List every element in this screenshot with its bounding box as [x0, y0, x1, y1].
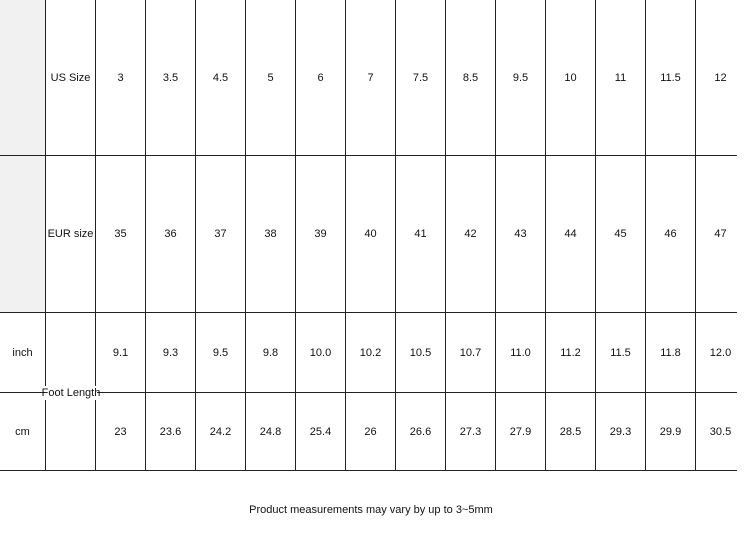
us-size-cell: 10	[564, 71, 577, 84]
cm-cell: 26	[364, 426, 377, 438]
us-size-cell: 5	[267, 71, 274, 84]
eur-size-cell: 46	[664, 228, 677, 240]
us-size-cell: 7.5	[412, 71, 429, 84]
us-size-cell: 8.5	[462, 71, 479, 84]
grid-vline	[195, 0, 196, 471]
grid-vline	[45, 0, 46, 471]
eur-size-cell: 35	[114, 228, 127, 240]
cm-cell: 24.2	[209, 426, 232, 438]
us-size-cell: 3	[117, 71, 124, 84]
eur-size-cell: 44	[564, 228, 577, 240]
cm-cell: 27.3	[459, 426, 482, 438]
us-size-cell: 6	[317, 71, 324, 84]
grid-hline	[0, 470, 737, 471]
row-corner-eur	[0, 156, 45, 312]
inch-cell: 10.7	[459, 346, 482, 359]
eur-size-cell: 37	[214, 228, 227, 240]
grid-vline	[645, 0, 646, 471]
grid-vline	[395, 0, 396, 471]
us-size-cell: 11	[614, 71, 627, 84]
grid-hline	[0, 155, 737, 156]
eur-size-cell: 45	[614, 228, 627, 240]
inch-cell: 10.2	[359, 346, 382, 359]
inch-cell: 10.0	[309, 346, 332, 359]
unit-cm-label: cm	[15, 426, 30, 438]
grid-hline	[0, 392, 45, 393]
eur-size-cell: 43	[514, 228, 527, 240]
inch-cell: 11.8	[660, 346, 681, 359]
inch-cell: 10.5	[409, 346, 432, 359]
inch-cell: 11.0	[510, 346, 531, 359]
grid-vline	[545, 0, 546, 471]
inch-cell: 9.3	[162, 346, 179, 359]
us-size-cell: 7	[367, 71, 374, 84]
foot-length-label: Foot Length	[41, 387, 101, 399]
eur-size-cell: 40	[364, 228, 377, 240]
unit-inch-label: inch	[12, 346, 33, 359]
cm-cell: 30.5	[709, 426, 732, 438]
grid-vline	[495, 0, 496, 471]
grid-hline	[0, 312, 737, 313]
inch-cell: 9.8	[262, 346, 279, 359]
inch-cell: 9.1	[112, 346, 129, 359]
cm-cell: 29.9	[659, 426, 682, 438]
eur-size-header: EUR size	[47, 228, 94, 240]
grid-vline	[95, 0, 96, 471]
us-size-cell: 4.5	[212, 71, 229, 84]
cm-cell: 23.6	[159, 426, 182, 438]
measurement-note: Product measurements may vary by up to 3~5mm	[249, 504, 493, 516]
us-size-cell: 12	[714, 71, 727, 84]
us-size-header: US Size	[50, 71, 91, 84]
eur-size-cell: 39	[314, 228, 327, 240]
inch-cell: 11.5	[610, 346, 631, 359]
grid-vline	[595, 0, 596, 471]
us-size-cell: 9.5	[512, 71, 529, 84]
grid-vline	[145, 0, 146, 471]
grid-vline	[295, 0, 296, 471]
cm-cell: 29.3	[609, 426, 632, 438]
cm-cell: 28.5	[559, 426, 582, 438]
grid-vline	[345, 0, 346, 471]
cm-cell: 25.4	[309, 426, 332, 438]
cm-cell: 26.6	[409, 426, 432, 438]
eur-size-cell: 41	[414, 228, 427, 240]
eur-size-cell: 42	[464, 228, 477, 240]
foot-length-header	[41, 386, 101, 400]
inch-cell: 11.2	[560, 346, 581, 359]
inch-cell: 9.5	[212, 346, 229, 359]
grid-vline	[445, 0, 446, 471]
eur-size-cell: 47	[714, 228, 727, 240]
inch-cell: 12.0	[709, 346, 732, 359]
grid-vline	[695, 0, 696, 471]
us-size-cell: 3.5	[162, 71, 179, 84]
cm-cell: 24.8	[259, 426, 282, 438]
cm-cell: 27.9	[509, 426, 532, 438]
eur-size-cell: 36	[164, 228, 177, 240]
grid-hline	[96, 392, 737, 393]
grid-vline	[245, 0, 246, 471]
row-corner-us	[0, 0, 45, 155]
us-size-cell: 11.5	[660, 71, 681, 84]
cm-cell: 23	[114, 426, 127, 438]
eur-size-cell: 38	[264, 228, 277, 240]
